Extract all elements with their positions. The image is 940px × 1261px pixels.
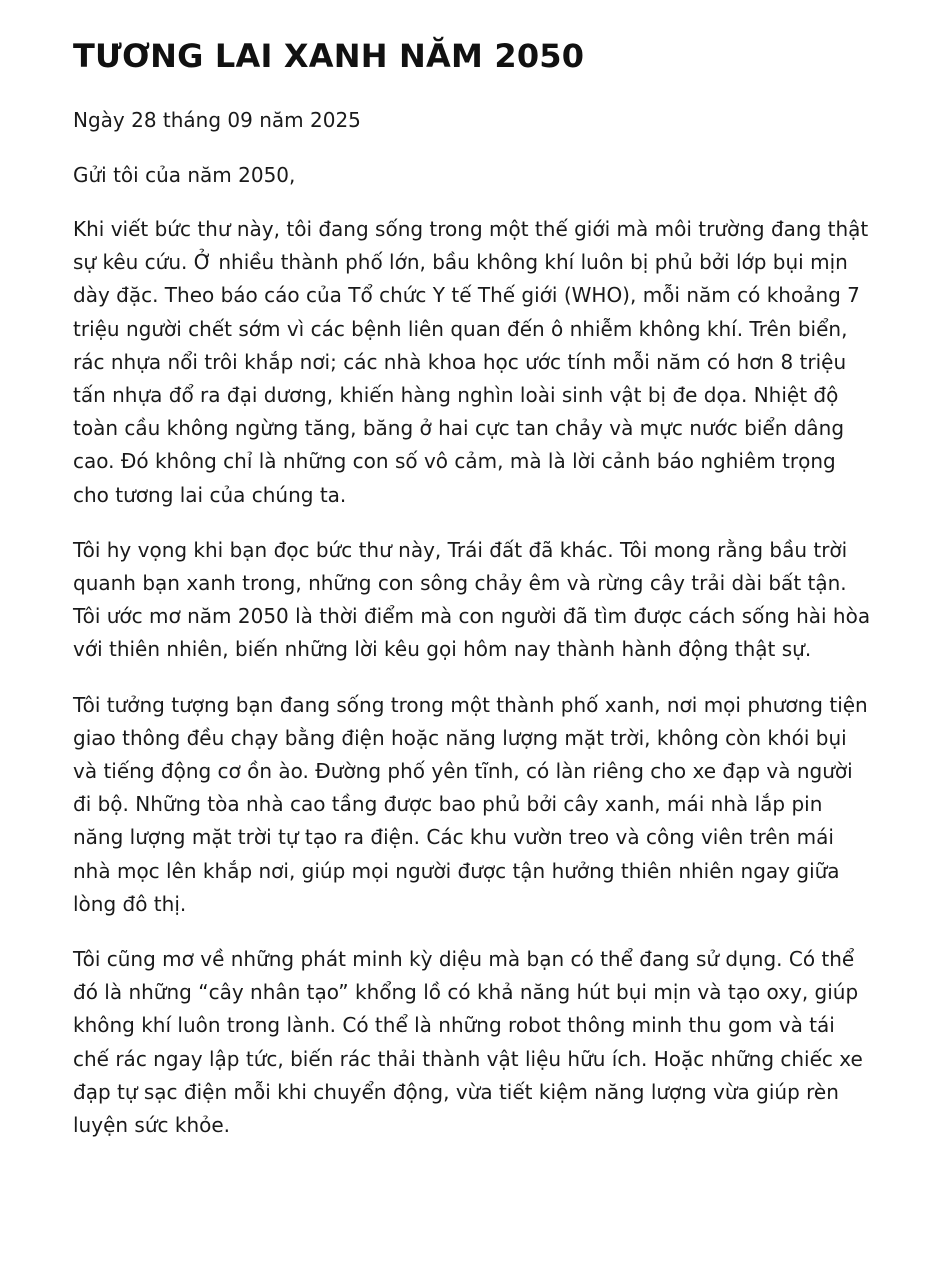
paragraph-2: Tôi hy vọng khi bạn đọc bức thư này, Trái đất đã khác. Tôi mong rằng bầu trời quanh bạn xanh trong, những con sông chảy êm và rừng cây trải dài bất tận. Tôi ước mơ năm 2050 là thời điểm mà con người đã tìm được cách sống hài hòa với thiên nhiên, biến những lời kêu gọi hôm nay thành hành động thật sự.: [73, 537, 871, 662]
letter-date: Ngày 28 tháng 09 năm 2025: [73, 108, 361, 132]
paragraph-3: Tôi tưởng tượng bạn đang sống trong một thành phố xanh, nơi mọi phương tiện giao thông đều chạy bằng điện hoặc năng lượng mặt trời, không còn khói bụi và tiếng động cơ ồn ào. Đường phố yên tĩnh, có làn riêng cho xe đạp và người đi bộ. Những tòa nhà cao tầng được bao phủ bởi cây xanh, mái nhà lắp pin năng lượng mặt trời tự tạo ra điện. Các khu vườn treo và công viên trên mái nhà mọc lên khắp nơi, giúp mọi người được tận hưởng thiên nhiên ngay giữa lòng đô thị.: [73, 692, 868, 916]
letter-greeting: Gửi tôi của năm 2050,: [73, 163, 296, 187]
paragraph-4: Tôi cũng mơ về những phát minh kỳ diệu mà bạn có thể đang sử dụng. Có thể đó là những “cây nhân tạo” khổng lồ có khả năng hút bụi mịn và tạo oxy, giúp không khí luôn trong lành. Có thể là những robot thông minh thu gom và tái chế rác ngay lập tức, biến rác thải thành vật liệu hữu ích. Hoặc những chiếc xe đạp tự sạc điện mỗi khi chuyển động, vừa tiết kiệm năng lượng vừa giúp rèn luyện sức khỏe.: [73, 947, 863, 1138]
page-title: TƯƠNG LAI XANH NĂM 2050: [73, 37, 585, 75]
paragraph-1: Khi viết bức thư này, tôi đang sống trong một thế giới mà môi trường đang thật sự kêu cứu. Ở nhiều thành phố lớn, bầu không khí luôn bị phủ bởi lớp bụi mịn dày đặc. Theo báo cáo của Tổ chức Y tế Thế giới (WHO), mỗi năm có khoảng 7 triệu người chết sớm vì các bệnh liên quan đến ô nhiễm không khí. Trên biển, rác nhựa nổi trôi khắp nơi; các nhà khoa học ước tính mỗi năm có hơn 8 triệu tấn nhựa đổ ra đại dương, khiến hàng nghìn loài sinh vật bị đe dọa. Nhiệt độ toàn cầu không ngừng tăng, băng ở hai cực tan chảy và mực nước biển dâng cao. Đó không chỉ là những con số vô cảm, mà là lời cảnh báo nghiêm trọng cho tương lai của chúng ta.: [73, 217, 869, 507]
